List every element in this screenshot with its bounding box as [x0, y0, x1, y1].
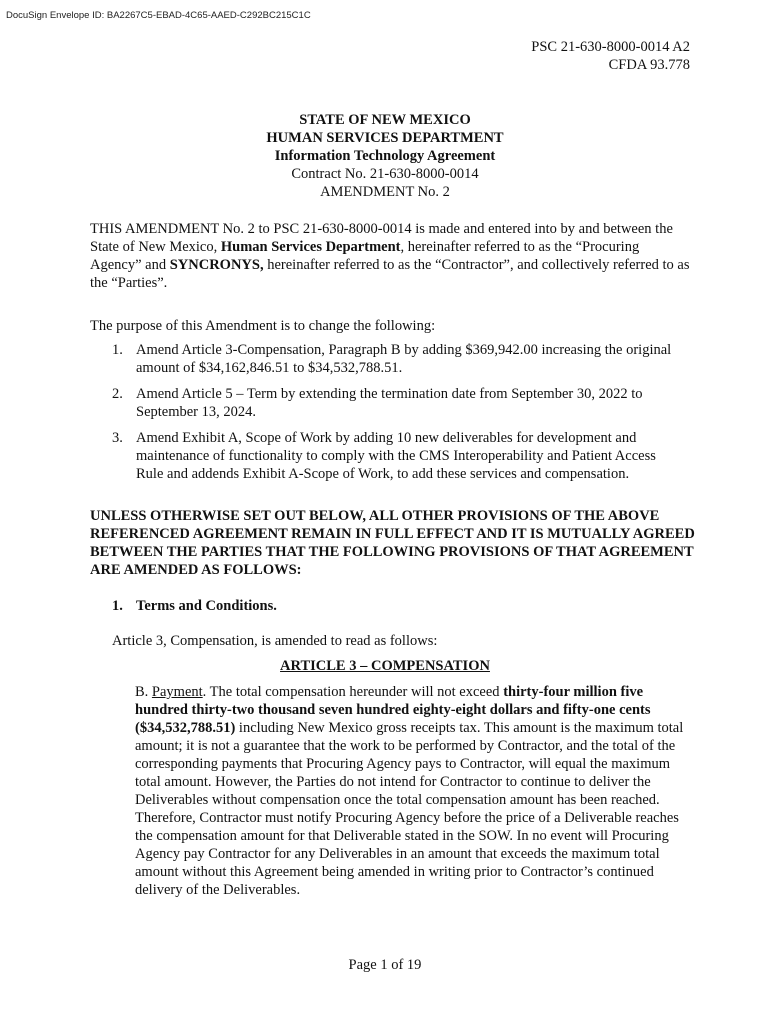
- payment-amount: thirty-four million five hundred thirty-two thousand seven hundred eighty-eight dollars and fifty-one cents ($34,532,788.51): [135, 684, 651, 736]
- purpose-statement: The purpose of this Amendment is to change the following:: [90, 318, 436, 334]
- list-number: 1.: [112, 342, 123, 358]
- list-item: [112, 385, 672, 421]
- payment-rest: including New Mexico gross receipts tax. This amount is the maximum total amount; it is not a guarantee that the work to be performed by Contractor, and the total of the corresponding payments that Procuring Agency pays to Contractor, will equal the maximum total amount. However, the Parties do not intend for Contractor to continue to deliver the Deliverables without compensation once the total compensation amount has been reached. Therefore, Contractor must notify Procuring Agency before the price of a Deliverable reaches the compensation amount for that Deliverable stated in the SOW. In no event will Procuring Agency pay Contractor for any Deliverables in an amount that exceeds the maximum total amount without this Agreement being amended in writing prior to Contractor’s continued delivery of the Deliverables.: [135, 720, 684, 898]
- contractor-name: SYNCRONYS,: [169, 257, 264, 273]
- payment-term: Payment: [151, 684, 203, 700]
- cfda-number: CFDA 93.778: [608, 57, 690, 73]
- list-text: Amend Article 3-Compensation, Paragraph B by adding $369,942.00 increasing the original amount of $34,162,846.51 to $34,532,788.51.: [136, 342, 672, 376]
- contract-number: Contract No. 21-630-8000-0014: [291, 166, 479, 182]
- list-number: 3.: [112, 430, 123, 446]
- docusign-envelope-id: DocuSign Envelope ID: BA2267C5-EBAD-4C65-AAED-C292BC215C1C: [6, 10, 311, 21]
- department-name: Human Services Department: [220, 239, 401, 255]
- reference-block: [531, 38, 690, 74]
- intro-text-1: THIS AMENDMENT No. 2 to PSC 21-630-8000-0014 is made and entered into by and between the State of New Mexico,: [90, 221, 673, 255]
- intro-paragraph: [90, 220, 690, 292]
- amendment-note: Article 3, Compensation, is amended to read as follows:: [112, 633, 438, 649]
- page-number: Page 1 of 19: [348, 957, 422, 973]
- section-title: Terms and Conditions.: [136, 598, 277, 614]
- list-item: [112, 341, 672, 377]
- department-title: HUMAN SERVICES DEPARTMENT: [266, 130, 504, 146]
- amendment-number: AMENDMENT No. 2: [320, 184, 450, 200]
- psc-number: PSC 21-630-8000-0014 A2: [531, 39, 690, 55]
- payment-paragraph: [135, 683, 691, 899]
- intro-text-2: , hereinafter referred to as the “Procuring Agency” and: [90, 239, 640, 273]
- list-item: [112, 429, 672, 483]
- section-number: 1.: [112, 598, 123, 614]
- section-heading: [112, 597, 277, 615]
- list-text: Amend Article 5 – Term by extending the termination date from September 30, 2022 to September 13, 2024.: [136, 386, 643, 420]
- list-text: Amend Exhibit A, Scope of Work by adding 10 new deliverables for development and maintenance of functionality to comply with the CMS Interoperability and Patient Access Rule and addends Exhibit A-Scope of Work, to add these services and compensation.: [136, 430, 656, 482]
- payment-label: B.: [135, 684, 152, 700]
- list-number: 2.: [112, 386, 123, 402]
- agreement-title: Information Technology Agreement: [274, 148, 496, 164]
- article-title: ARTICLE 3 – COMPENSATION: [280, 658, 490, 674]
- provisions-notice: UNLESS OTHERWISE SET OUT BELOW, ALL OTHER PROVISIONS OF THE ABOVE REFERENCED AGREEMENT REMAIN IN FULL EFFECT AND IT IS MUTUALLY AGREED BETWEEN THE PARTIES THAT THE FOLLOWING PROVISIONS OF THAT AGREEMENT ARE AMENDED AS FOLLOWS:: [90, 508, 695, 578]
- amendment-changes-list: [112, 341, 672, 491]
- document-heading: [0, 111, 770, 201]
- payment-lead: . The total compensation hereunder will not exceed: [202, 684, 504, 700]
- state-title: STATE OF NEW MEXICO: [299, 112, 471, 128]
- intro-text-3: hereinafter referred to as the “Contractor”, and collectively referred to as the “Parties”.: [90, 257, 690, 291]
